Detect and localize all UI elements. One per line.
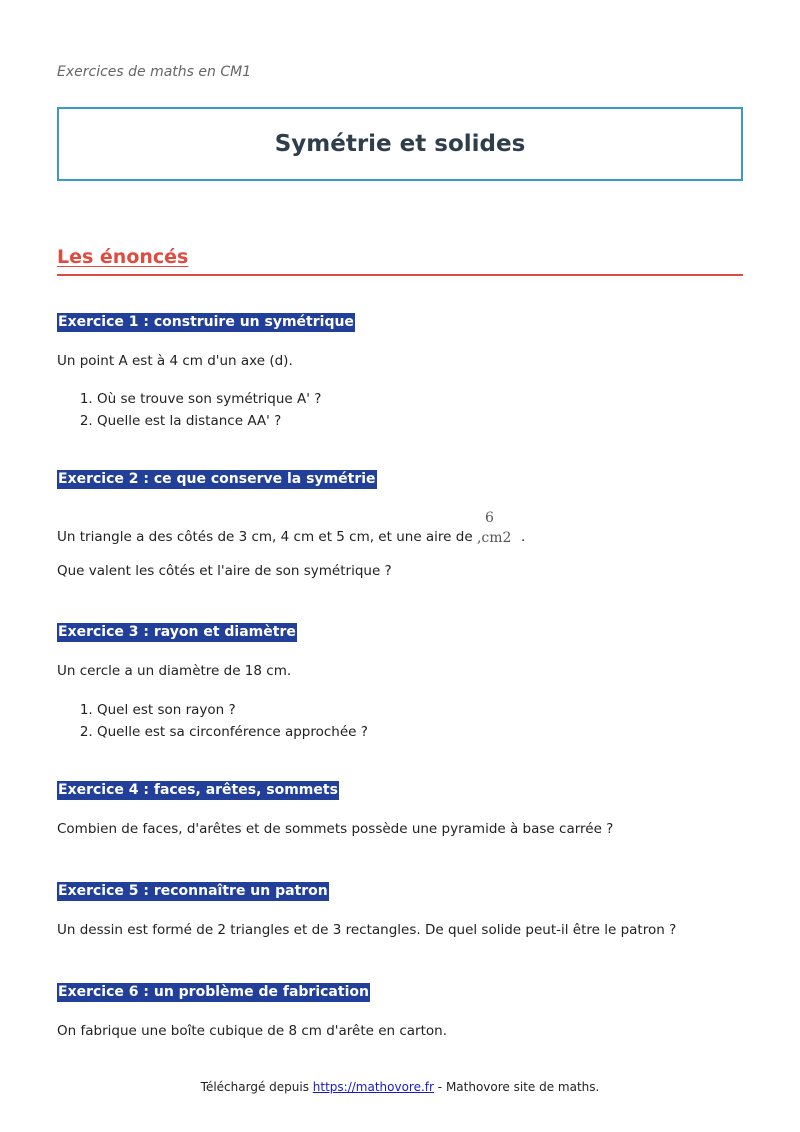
formula-numerator: 6 [484,510,494,526]
exercise-1-list [57,388,321,432]
list-item: 2. Quelle est la distance AA' ? [97,410,321,432]
footer-prefix: Téléchargé depuis [200,1080,309,1094]
exercise-3-list [57,699,368,743]
exercise-3-heading: Exercice 3 : rayon et diamètre [58,624,296,640]
exercise-5-text: Un dessin est formé de 2 triangles et de 3 rectangles. De quel solide peut-il être le patron ? [57,922,677,938]
exercise-1-text: Un point A est à 4 cm d'un axe (d). [57,353,293,369]
footer [0,1080,800,1094]
header-note: Exercices de maths en CM1 [57,64,252,80]
exercise-2-heading: Exercice 2 : ce que conserve la symétrie [58,471,376,487]
footer-suffix: - Mathovore site de maths. [437,1080,600,1094]
list-item: 2. Quelle est sa circonférence approchée ? [97,721,368,743]
footer-link[interactable]: https://mathovore.fr [312,1080,434,1094]
exercise-3-text: Un cercle a un diamètre de 18 cm. [57,663,292,679]
exercise-4-heading: Exercice 4 : faces, arêtes, sommets [58,782,338,798]
exercise-5-heading: Exercice 5 : reconnaître un patron [58,883,328,899]
page-title: Symétrie et solides [274,131,526,157]
section-divider [57,274,743,276]
title-box [57,107,743,181]
formula-denominator: ,cm2 [476,530,512,546]
exercise-6-text: On fabrique une boîte cubique de 8 cm d'arête en carton. [57,1023,448,1039]
formula-suffix: . [520,529,526,545]
section-title: Les énoncés [57,246,189,268]
list-item: 1. Où se trouve son symétrique A' ? [97,388,321,410]
area-formula [476,510,521,553]
exercise-4-text: Combien de faces, d'arêtes et de sommets possède une pyramide à base carrée ? [57,821,614,837]
exercise-2-question: Que valent les côtés et l'aire de son symétrique ? [57,563,392,579]
exercise-2-text: Un triangle a des côtés de 3 cm, 4 cm et 5 cm, et une aire de [57,529,473,545]
list-item: 1. Quel est son rayon ? [97,699,368,721]
exercise-6-heading: Exercice 6 : un problème de fabrication [58,984,369,1000]
exercise-2-text-line [57,510,526,553]
exercise-1-heading: Exercice 1 : construire un symétrique [58,314,354,330]
